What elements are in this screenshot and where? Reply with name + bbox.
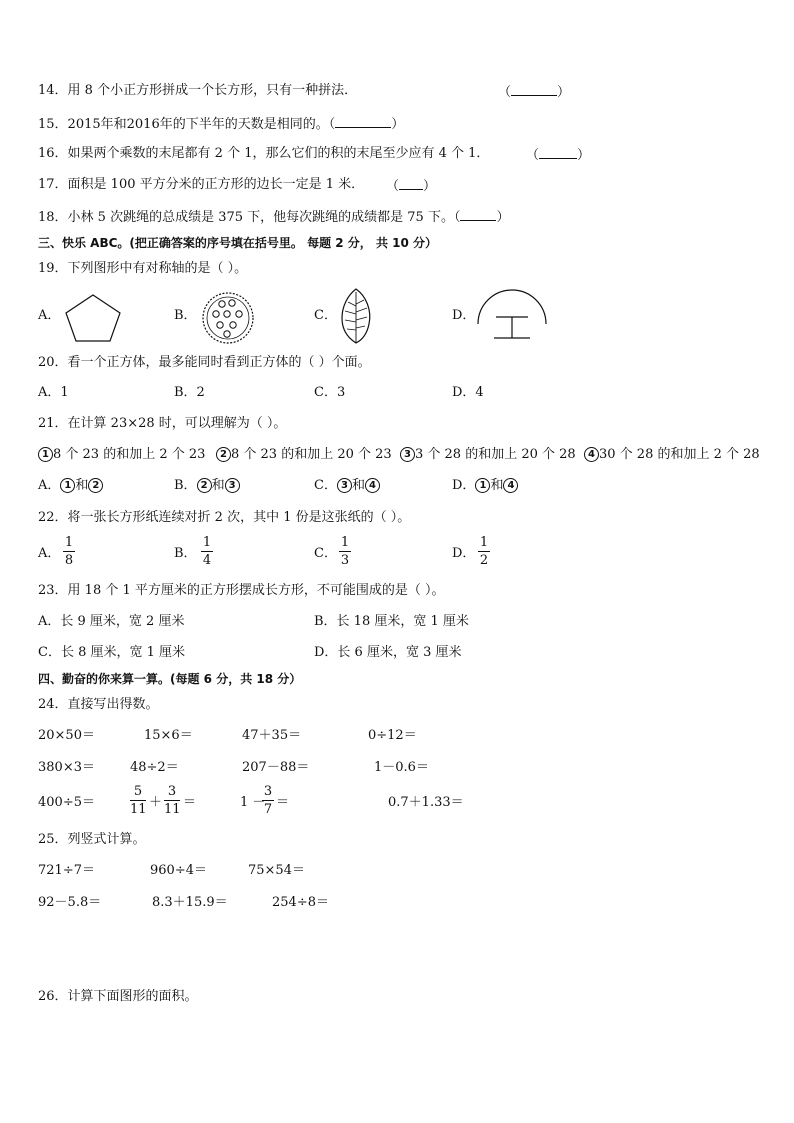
- semicircle-figure: [474, 288, 550, 340]
- question-19: 19．下列图形中有对称轴的是（ ）。: [38, 261, 248, 276]
- calc-item: 254÷8＝: [272, 895, 329, 910]
- statement-2: 2 8 个 23 的和加上 20 个 23: [216, 446, 392, 464]
- calc-item: 92－5.8＝: [38, 895, 102, 910]
- option-21-c[interactable]: C． 3 和 4: [314, 477, 380, 495]
- option-22-d[interactable]: D．: [452, 546, 476, 561]
- option-22-b[interactable]: B．: [174, 546, 197, 561]
- circled-number: 4: [584, 447, 599, 462]
- answer-blank-18[interactable]: [460, 207, 496, 221]
- calc-item: 207－88＝: [242, 760, 310, 775]
- option-21-d[interactable]: D． 1 和 4: [452, 477, 518, 495]
- section-4-title: 四、勤奋的你来算一算。(每题 6 分，共 18 分）: [38, 672, 302, 686]
- option-23-a[interactable]: A．长 9 厘米，宽 2 厘米: [38, 614, 185, 629]
- option-23-c[interactable]: C．长 8 厘米，宽 1 厘米: [38, 645, 186, 660]
- answer-blank-14[interactable]: （ ）: [498, 82, 570, 102]
- question-text: 14．用 8 个小正方形拼成一个长方形，只有一种拼法．: [38, 83, 358, 98]
- answer-blank-17[interactable]: （ ）: [386, 176, 436, 196]
- calc-item: 1－0.6＝: [374, 760, 429, 775]
- calc-item: 20×50＝: [38, 728, 95, 743]
- question-15: 15．2015年和2016年的下半年的天数是相同的。（ ）: [38, 114, 404, 134]
- circled-number: 1: [38, 447, 53, 462]
- calc-item: 721÷7＝: [38, 863, 95, 878]
- question-20: 20．看一个正方体，最多能同时看到正方体的（ ）个面。: [38, 355, 371, 370]
- calc-item: 380×3＝: [38, 760, 95, 775]
- statement-4: 4 30 个 28 的和加上 2 个 28: [584, 446, 760, 464]
- fraction-22-b: 1 4: [202, 535, 212, 568]
- section-3-title: 三、快乐 ABC。(把正确答案的序号填在括号里。 每题 2 分， 共 10 分）: [38, 236, 438, 250]
- option-19-d[interactable]: D．: [452, 308, 476, 323]
- calc-item: 1 －: [240, 795, 266, 810]
- calc-item: 48÷2＝: [130, 760, 179, 775]
- fraction: 3 7: [263, 784, 273, 817]
- calc-item: 400÷5＝: [38, 795, 95, 810]
- answer-blank-16[interactable]: （ ）: [526, 145, 590, 165]
- option-20-a[interactable]: A．1: [38, 385, 69, 400]
- option-23-d[interactable]: D．长 6 厘米，宽 3 厘米: [314, 645, 462, 660]
- question-22: 22．将一张长方形纸连续对折 2 次，其中 1 份是这张纸的（ ）。: [38, 510, 411, 525]
- calc-item: 0÷12＝: [368, 728, 417, 743]
- circle-with-dots-figure: [200, 290, 256, 346]
- question-14: [38, 82, 357, 100]
- calc-item: 8.3＋15.9＝: [152, 895, 228, 910]
- option-22-c[interactable]: C．: [314, 546, 337, 561]
- question-21: 21．在计算 23×28 时，可以理解为（ ）。: [38, 416, 287, 431]
- fraction-22-c: 1 3: [340, 535, 350, 568]
- calc-item: 47＋35＝: [242, 728, 302, 743]
- statement-1: 1 8 个 23 的和加上 2 个 23: [38, 446, 205, 464]
- fraction: 3 11: [164, 784, 181, 817]
- calc-item: 15×6＝: [144, 728, 193, 743]
- option-19-c[interactable]: C．: [314, 308, 337, 323]
- statement-3: 3 3 个 28 的和加上 20 个 28: [400, 446, 576, 464]
- fraction-22-a: 1 8: [64, 535, 74, 568]
- leaf-figure: [336, 286, 376, 346]
- option-19-a[interactable]: A．: [38, 308, 61, 323]
- question-26: 26．计算下面图形的面积。: [38, 989, 198, 1004]
- circled-number: 2: [216, 447, 231, 462]
- option-21-b[interactable]: B． 2 和 3: [174, 477, 240, 495]
- option-23-b[interactable]: B．长 18 厘米，宽 1 厘米: [314, 614, 469, 629]
- question-23: 23．用 18 个 1 平方厘米的正方形摆成长方形，不可能围成的是（ ）。: [38, 583, 445, 598]
- option-20-d[interactable]: D．4: [452, 385, 484, 400]
- equals-sign: ＝: [183, 795, 197, 810]
- fraction: 5 11: [130, 784, 147, 817]
- option-19-b[interactable]: B．: [174, 308, 197, 323]
- circled-number: 3: [400, 447, 415, 462]
- question-24: 24．直接写出得数。: [38, 697, 159, 712]
- calc-item: 75×54＝: [248, 863, 305, 878]
- question-17: 17．面积是 100 平方分米的正方形的边长一定是 1 米．: [38, 177, 365, 192]
- option-22-a[interactable]: A．: [38, 546, 61, 561]
- option-20-c[interactable]: C．3: [314, 385, 346, 400]
- equals-sign: ＝: [276, 795, 290, 810]
- fraction-22-d: 1 2: [479, 535, 489, 568]
- option-20-b[interactable]: B．2: [174, 385, 205, 400]
- question-16: 16．如果两个乘数的末尾都有 2 个 1，那么它们的积的末尾至少应有 4 个 1．: [38, 146, 490, 161]
- plus-sign: ＋: [149, 795, 163, 810]
- question-18: 18．小林 5 次跳绳的总成绩是 375 下，他每次跳绳的成绩都是 75 下。（ ）: [38, 207, 509, 227]
- pentagon-figure: [62, 292, 124, 344]
- question-25: 25．列竖式计算。: [38, 832, 146, 847]
- calc-item: 960÷4＝: [150, 863, 207, 878]
- calc-item: 0.7＋1.33＝: [388, 795, 464, 810]
- option-21-a[interactable]: A． 1 和 2: [38, 477, 103, 495]
- answer-blank-15[interactable]: [335, 114, 391, 128]
